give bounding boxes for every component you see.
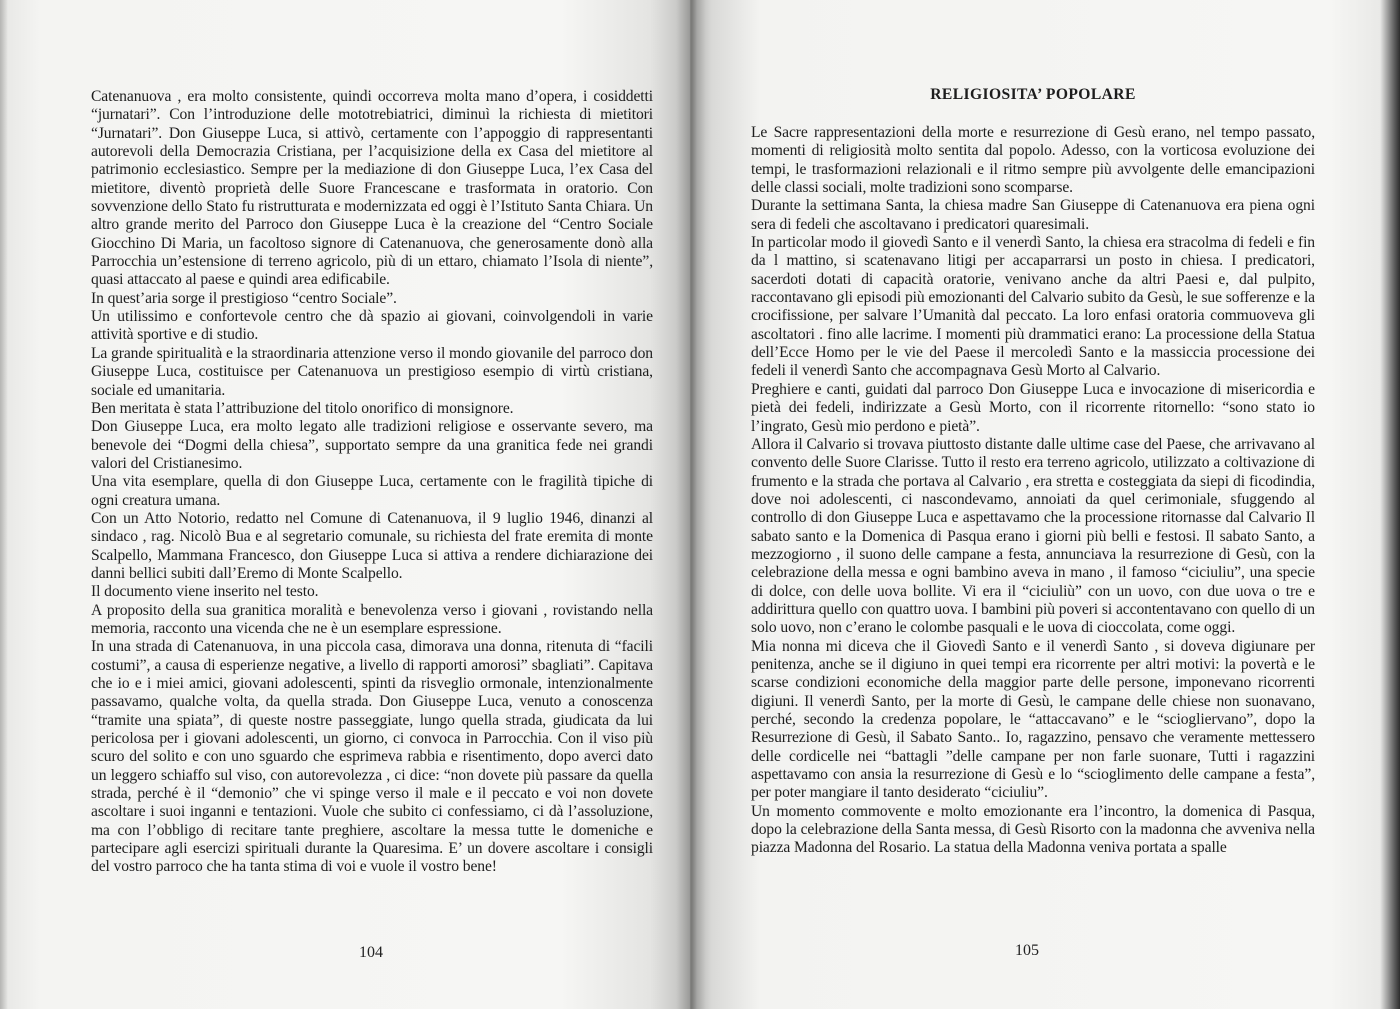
paragraph: Ben meritata è stata l’attribuzione del titolo onorifico di monsignore. (91, 399, 514, 417)
page-number-left: 104 (359, 944, 383, 961)
paragraph: Mia nonna mi diceva che il Giovedì Santo e il venerdì Santo , si doveva digiunare per penitenza, anche se il digiuno in quei tempi era ricorrente per altri motivi: la povertà e le scarse condizioni economiche della maggior parte delle persone, imponevano ricorrenti digiuni. Il venerdì Santo, per la morte di Gesù, le campane delle chiese non suonavano, perché, secondo la credenza popolare, le “attaccavano” e le “sciogliervano”, dopo la Resurrezione di Gesù, il Sabato Santo.. Io, ragazzino, pensavo che veramente mettessero delle cordicelle nei “battagli ”delle campane per non farle suonare, Tutti i ragazzini aspettavamo con ansia la resurrezione di Gesù e lo “scioglimento delle campane a festa”, per poter mangiare il tanto desiderato “ciciuliu”. (751, 637, 1315, 802)
right-page-body (751, 124, 1315, 858)
book-gutter-shadow (676, 0, 706, 1009)
paragraph: In particolar modo il giovedì Santo e il venerdì Santo, la chiesa era stracolma di fedeli e fin da l mattino, si scatenavano litigi per accaparrarsi un posto in chiesa. I predicatori, sacerdoti dotati di capacità oratorie, venivano anche da altri Paesi e, dal pulpito, raccontavano gli episodi più emozionanti del Calvario subito da Gesù, le sue sofferenze e la crocifissione, per salvare l’Umanità dal peccato. La loro enfasi oratoria commuoveva gli ascoltatori . fino alle lacrime. I momenti più drammatici erano: La processione della Statua dell’Ecce Homo per le vie del Paese il mercoledì Santo e la massiccia processione dei fedeli il venerdì Santo che accompagnava Gesù Morto al Calvario. (751, 234, 1315, 380)
paragraph: Preghiere e canti, guidati dal parroco Don Giuseppe Luca e invocazione di misericordia e pietà dei fedeli, indirizzate a Gesù Morto, con il ricorrente ritornello: “sono stato io l’ingrato, Gesù mio perdono e pietà”. (751, 380, 1315, 435)
chapter-title: RELIGIOSITA’ POPOLARE (930, 86, 1136, 103)
paragraph: A proposito della sua granitica moralità e benevolenza verso i giovani , rovistando nella memoria, racconto una vicenda che ne è un esemplare espressione. (91, 601, 653, 637)
paragraph: In quest’aria sorge il prestigioso “centro Sociale”. (91, 289, 397, 307)
paragraph: Con un Atto Notorio, redatto nel Comune di Catenanuova, il 9 luglio 1946, dinanzi al sindaco , rag. Nicolò Bua e al segretario comunale, su richiesta del frate eremita di monte Scalpello, Mammana Francesco, don Giuseppe Luca si attiva a rendere dichiarazione dei danni bellici subiti dall’Eremo di Monte Scalpello. (91, 509, 653, 582)
paragraph: La grande spiritualità e la straordinaria attenzione verso il mondo giovanile del parroco don Giuseppe Luca, costituisce per Catenanuova un prestigioso esempio di virtù cristiana, sociale ed umanitaria. (91, 344, 653, 399)
paragraph: Le Sacre rappresentazioni della morte e resurrezione di Gesù erano, nel tempo passato, momenti di religiosità molto sentita dal popolo. Adesso, con la vorticosa evoluzione dei tempi, le trasformazioni relazionali e il ritmo sempre più avvolgente delle emancipazioni delle classi sociali, molte tradizioni sono scomparse. (751, 124, 1315, 197)
paragraph: Allora il Calvario si trovava piuttosto distante dalle ultime case del Paese, che arrivavano al convento delle Suore Clarisse. Tutto il resto era terreno agricolo, utilizzato a coltivazione di frumento e la strada che portava al Calvario , era stretta e costeggiata da siepi di ficodindia, dove noi adolescenti, ci nascondevamo, annoiati da quel cerimoniale, sfuggendo al controllo di don Giuseppe Luca e aspettavamo che la processione ritornasse dal Calvario Il sabato santo e la Domenica di Pasqua erano i giorni più belli e festosi. Il sabato Santo, a mezzogiorno , il suono delle campane a festa, annunciava la resurrezione di Gesù, con la celebrazione della messa e ogni bambino aveva in mano , il famoso “ciciuliu”, una specie di dolce, con delle uova bollite. Vi era il “ciciuliù” con un uovo, con due uova o tre e addirittura quello con quattro uova. I bambini più poveri si accontentavano con quello di un solo uovo, non c’erano le colombe pasquali e le uova di cioccolata, come oggi. (751, 435, 1315, 637)
paragraph: Durante la settimana Santa, la chiesa madre San Giuseppe di Catenanuova era piena ogni sera di fedeli che ascoltavano i predicatori quaresimali. (751, 197, 1315, 233)
page-edge-shadow (0, 0, 8, 1009)
right-page (690, 0, 1400, 1009)
paragraph: Un momento commovente e molto emozionante era l’incontro, la domenica di Pasqua, dopo la celebrazione della Santa messa, di Gesù Risorto con la madonna che avveniva nella piazza Madonna del Rosario. La statua della Madonna veniva portata a spalle (751, 802, 1315, 857)
paragraph: Una vita esemplare, quella di don Giuseppe Luca, certamente con le fragilità tipiche di ogni creatura umana. (91, 473, 653, 509)
left-page-body (91, 88, 653, 877)
paragraph: Il documento viene inserito nel testo. (91, 583, 319, 601)
page-number-right: 105 (1015, 942, 1039, 959)
paragraph: Catenanuova , era molto consistente, quindi occorreva molta mano d’opera, i cosiddetti “jurnatari”. Con l’introduzione delle mototrebiatrici, diminuì la richiesta di mietitori “Jurnatari”. Don Giuseppe Luca, si attivò, certamente con l’appoggio di rappresentanti autorevoli della Democrazia Cristiana, per l’acquisizione della ex Casa del mietitore al patrimonio ecclesiastico. Sempre per la mediazione di don Giuseppe Luca, l’ex Casa del mietitore, diventò proprietà delle Suore Francescane e trasformata in oratorio. Con sovvenzione dello Stato fu ristrutturata e modernizzata ed oggi è l’Istituto Santa Chiara. Un altro grande merito del Parroco don Giuseppe Luca è la creazione del “Centro Sociale Giocchino Di Maria, un facoltoso signore di Catenanuova, che generosamente donò alla Parrocchia un’estensione di terreno agricolo, più di un ettaro, chiamato l’Isola di niente”, quasi attaccato al paese e quindi area edificabile. (91, 88, 653, 289)
paragraph: Un utilissimo e confortevole centro che dà spazio ai giovani, coinvolgendoli in varie attività sportive e di studio. (91, 308, 653, 344)
paragraph: Don Giuseppe Luca, era molto legato alle tradizioni religiose e osservante severo, ma benevole dei “Dogmi della chiesa”, supportato sempre da una granitica fede nei grandi valori del Cristianesimo. (91, 418, 653, 472)
paragraph: In una strada di Catenanuova, in una piccola casa, dimorava una donna, ritenuta di “facili costumi”, a causa di esperienze negative, a livello di rapporti amorosi” sbagliati”. Capitava che io e i miei amici, giovani adolescenti, spinti da risveglio ormonale, intenzionalmente passavamo, qualche volta, da quella strada. Don Giuseppe Luca, venuto a conoscenza “tramite una spiata”, di queste nostre passeggiate, lungo quella strada, giudicata da lui pericolosa per i giovani adolescenti, un giorno, ci convoca in Parrocchia. Con il viso più scuro del solito e con uno sguardo che esprimeva rabbia e risentimento, dopo averci dato un leggero schiaffo sul viso, con autorevolezza , ci dice: “non dovete più passare da quella strada, perché è il “demonio” che vi spinge verso il male e il peccato e voi non dovete ascoltare i suoi inganni e tentazioni. Vuole che subito ci confessiamo, ci dà l’assoluzione, ma con l’obbligo di recitare tante preghiere, ascoltare la messa tutte le domeniche e partecipare agli esercizi spirituali durante la Quaresima. E’ un dovere ascoltare i consigli del vostro parroco che ha tanta stima di voi e vuole il vostro bene! (91, 638, 653, 876)
left-page (0, 0, 690, 1009)
